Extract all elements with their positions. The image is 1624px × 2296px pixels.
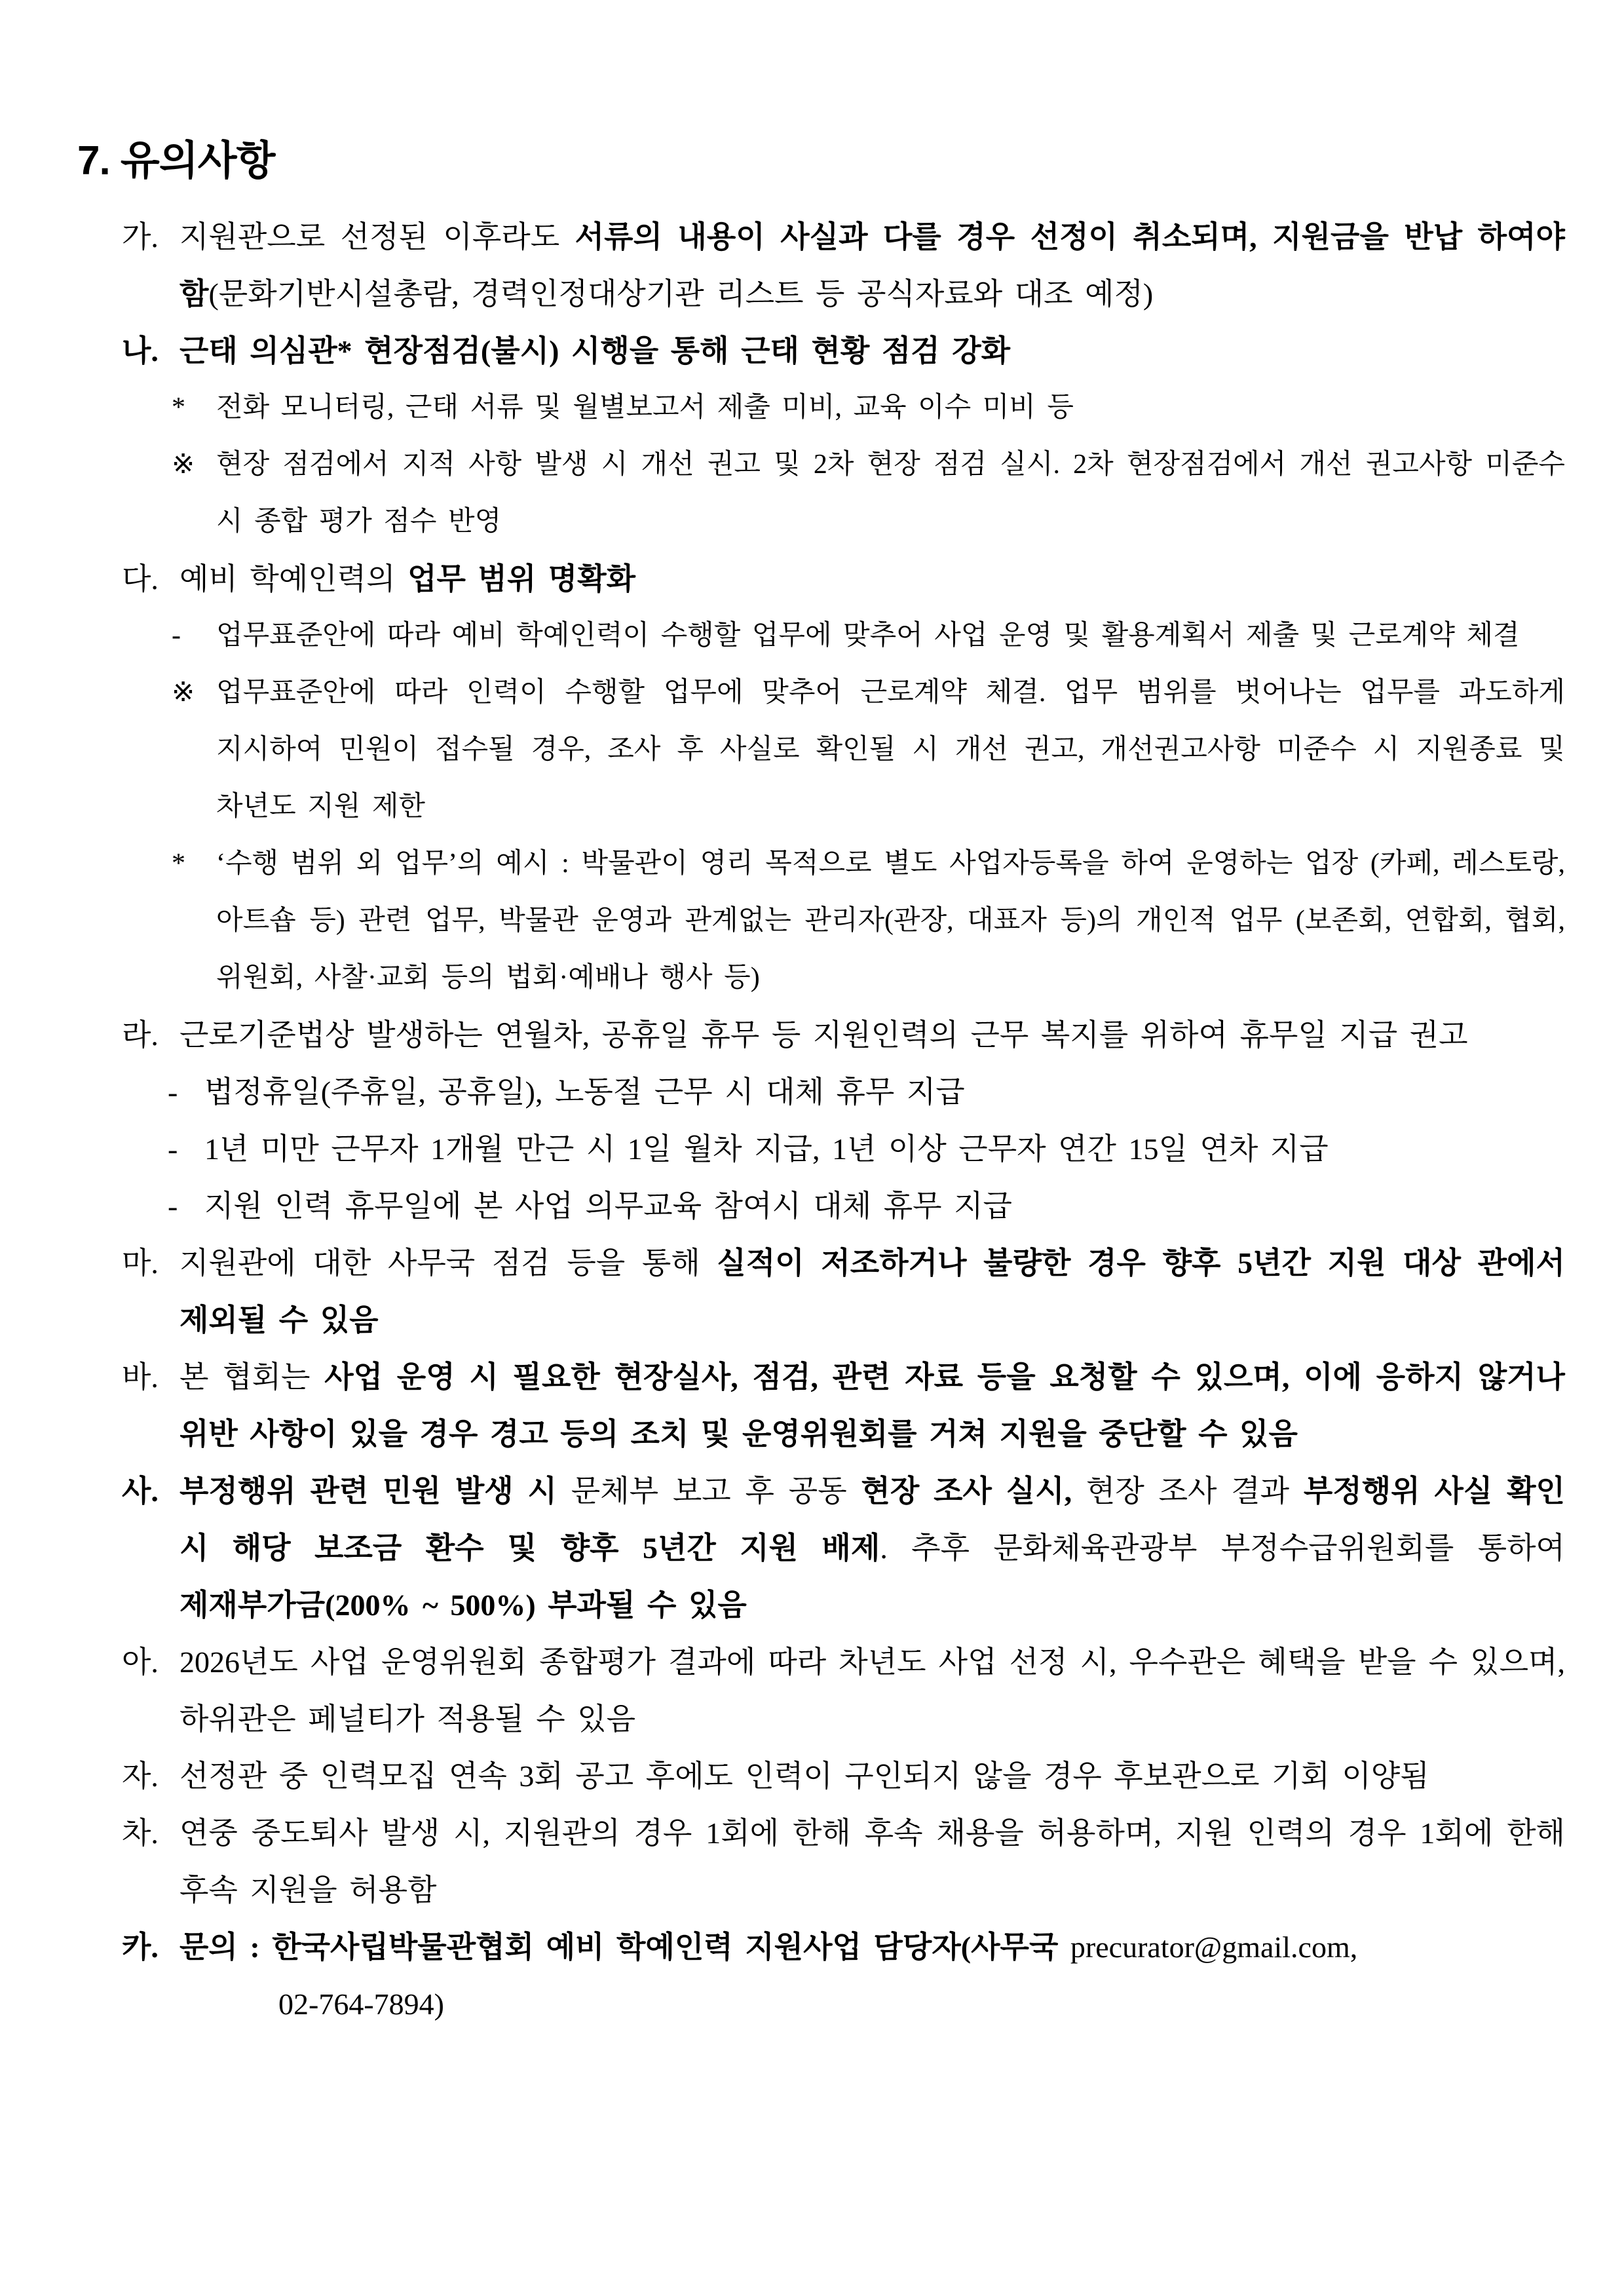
text-segment: 제재부가금(200% ~ 500%) 부과될 수 있음 bbox=[179, 1588, 747, 1622]
notice-item-1 bbox=[0, 208, 1624, 322]
item-label: 나. bbox=[122, 334, 159, 368]
notice-item-11-extra-line-1 bbox=[0, 1976, 1624, 2033]
notice-subitem-4-1 bbox=[0, 1063, 1624, 1120]
item-label: 가. bbox=[122, 220, 159, 254]
item-label: 바. bbox=[122, 1360, 159, 1394]
sub-marker: ※ bbox=[172, 450, 195, 480]
sub-marker: - bbox=[172, 621, 181, 651]
text-segment: 사업 운영 시 필요한 현장실사, 점검, 관련 자료 등을 요청할 수 있으며, 이에 응하지 않거나 위반 사항이 있을 경우 경고 등의 조치 및 운영위원회를 거쳐 지원을 중단할 수 있음 bbox=[179, 1360, 1565, 1451]
item-label: 차. bbox=[122, 1816, 159, 1850]
notice-item-9 bbox=[0, 1748, 1624, 1805]
text-segment: ‘수행 범위 외 업무’의 예시 : 박물관이 영리 목적으로 별도 사업자등록을 하여 운영하는 업장 (카페, 레스토랑, 아트숍 등) 관련 업무, 박물관 운영과 관계없는 관리자(관장, 대표자 등)의 개인적 업무 (보존회, 연합회, 협회, 위원회, 사찰·교회 등의 법회·예배나 행사 등) bbox=[216, 849, 1565, 993]
text-segment: 업무 범위 명확화 bbox=[407, 562, 636, 596]
text-segment: (문화기반시설총람, 경력인정대상기관 리스트 등 공식자료와 대조 예정) bbox=[208, 277, 1154, 311]
notice-subitem-2-2 bbox=[0, 436, 1624, 550]
sub-marker: * bbox=[172, 849, 185, 879]
notice-item-2 bbox=[0, 322, 1624, 379]
text-segment: 실적이 저조하거나 불량한 경우 향후 5년간 지원 대상 관에서 제외될 수 있음 bbox=[179, 1246, 1565, 1337]
text-segment: 근태 의심관* 현장점검(불시) 시행을 통해 근태 현황 점검 강화 bbox=[179, 334, 1011, 368]
text-segment: 지원관에 대한 사무국 점검 등을 통해 bbox=[179, 1246, 717, 1280]
text-segment: 서류의 내용이 사실과 다를 경우 선정이 취소되며, 지원금을 반납 하여야 함 bbox=[179, 220, 1565, 311]
notice-item-10 bbox=[0, 1805, 1624, 1919]
notice-item-4 bbox=[0, 1006, 1624, 1063]
notice-subitem-4-3 bbox=[0, 1177, 1624, 1234]
notice-subitem-3-3 bbox=[0, 835, 1624, 1006]
text-segment: . 추후 문화체육관광부 부정수급위원회를 통하여 bbox=[880, 1531, 1565, 1565]
notice-item-5 bbox=[0, 1234, 1624, 1349]
notice-item-3 bbox=[0, 550, 1624, 607]
notice-subitem-3-2 bbox=[0, 664, 1624, 835]
notice-item-6 bbox=[0, 1349, 1624, 1463]
sub-marker: - bbox=[168, 1075, 178, 1109]
text-segment: 선정관 중 인력모집 연속 3회 공고 후에도 인력이 구인되지 않을 경우 후보관으로 기회 이양됨 bbox=[179, 1759, 1429, 1793]
text-segment: 현장 조사 실시, bbox=[861, 1474, 1072, 1508]
text-segment: 법정휴일(주휴일, 공휴일), 노동절 근무 시 대체 휴무 지급 bbox=[204, 1075, 965, 1109]
item-label: 마. bbox=[122, 1246, 159, 1280]
notice-subitem-3-1 bbox=[0, 607, 1624, 664]
text-segment: 02-764-7894) bbox=[278, 1987, 444, 2021]
text-segment: 1년 미만 근무자 1개월 만근 시 1일 월차 지급, 1년 이상 근무자 연간 15일 연차 지급 bbox=[204, 1132, 1329, 1166]
text-segment: 2026년도 사업 운영위원회 종합평가 결과에 따라 차년도 사업 선정 시, 우수관은 혜택을 받을 수 있으며, 하위관은 페널티가 적용될 수 있음 bbox=[179, 1645, 1565, 1736]
text-segment: 예비 학예인력의 bbox=[179, 562, 408, 596]
text-segment: 지원관으로 선정된 이후라도 bbox=[179, 220, 575, 254]
item-label: 자. bbox=[122, 1759, 159, 1793]
text-segment: 문체부 보고 후 공동 bbox=[571, 1474, 861, 1508]
notice-subitem-2-1 bbox=[0, 379, 1624, 436]
notice-item-11 bbox=[0, 1919, 1624, 1976]
text-segment: 현장 점검에서 지적 사항 발생 시 개선 권고 및 2차 현장 점검 실시. 2차 현장점검에서 개선 권고사항 미준수 시 종합 평가 점수 반영 bbox=[216, 450, 1565, 537]
sub-marker: * bbox=[172, 392, 185, 423]
notice-subitem-4-2 bbox=[0, 1120, 1624, 1177]
text-segment: 전화 모니터링, 근태 서류 및 월별보고서 제출 미비, 교육 이수 미비 등 bbox=[216, 392, 1074, 423]
item-label: 아. bbox=[122, 1645, 159, 1679]
text-segment: 부정행위 사실 확인 시 해당 보조금 환수 및 향후 5년간 지원 배제 bbox=[179, 1474, 1565, 1565]
notice-item-7 bbox=[0, 1463, 1624, 1634]
item-label: 라. bbox=[122, 1018, 159, 1052]
text-segment: 연중 중도퇴사 발생 시, 지원관의 경우 1회에 한해 후속 채용을 허용하며, 지원 인력의 경우 1회에 한해 후속 지원을 허용함 bbox=[179, 1816, 1565, 1907]
text-segment: 업무표준안에 따라 인력이 수행할 업무에 맞추어 근로계약 체결. 업무 범위를 벗어나는 업무를 과도하게 지시하여 민원이 접수될 경우, 조사 후 사실로 확인될 시 개선 권고, 개선권고사항 미준수 시 지원종료 및 차년도 지원 제한 bbox=[216, 678, 1565, 822]
item-label: 카. bbox=[122, 1930, 159, 1964]
item-label: 다. bbox=[122, 562, 159, 596]
text-segment: 근로기준법상 발생하는 연월차, 공휴일 휴무 등 지원인력의 근무 복지를 위하여 휴무일 지급 권고 bbox=[179, 1018, 1468, 1052]
text-segment: 업무표준안에 따라 예비 학예인력이 수행할 업무에 맞추어 사업 운영 및 활용계획서 제출 및 근로계약 체결 bbox=[216, 621, 1520, 651]
sub-marker: - bbox=[168, 1132, 178, 1166]
sub-marker: ※ bbox=[172, 678, 195, 708]
page-title: 7. 유의사항 bbox=[77, 138, 275, 183]
text-segment: 지원 인력 휴무일에 본 사업 의무교육 참여시 대체 휴무 지급 bbox=[204, 1189, 1012, 1223]
notice-item-8 bbox=[0, 1634, 1624, 1748]
text-segment: 현장 조사 결과 bbox=[1072, 1474, 1304, 1508]
notice-list bbox=[0, 208, 1624, 2033]
text-segment: 문의 : 한국사립박물관협회 예비 학예인력 지원사업 담당자(사무국 bbox=[179, 1930, 1070, 1964]
text-segment: 부정행위 관련 민원 발생 시 bbox=[179, 1474, 571, 1508]
text-segment: 본 협회는 bbox=[179, 1360, 325, 1394]
sub-marker: - bbox=[168, 1189, 178, 1223]
item-label: 사. bbox=[122, 1474, 159, 1508]
text-segment: precurator@gmail.com, bbox=[1070, 1930, 1358, 1964]
